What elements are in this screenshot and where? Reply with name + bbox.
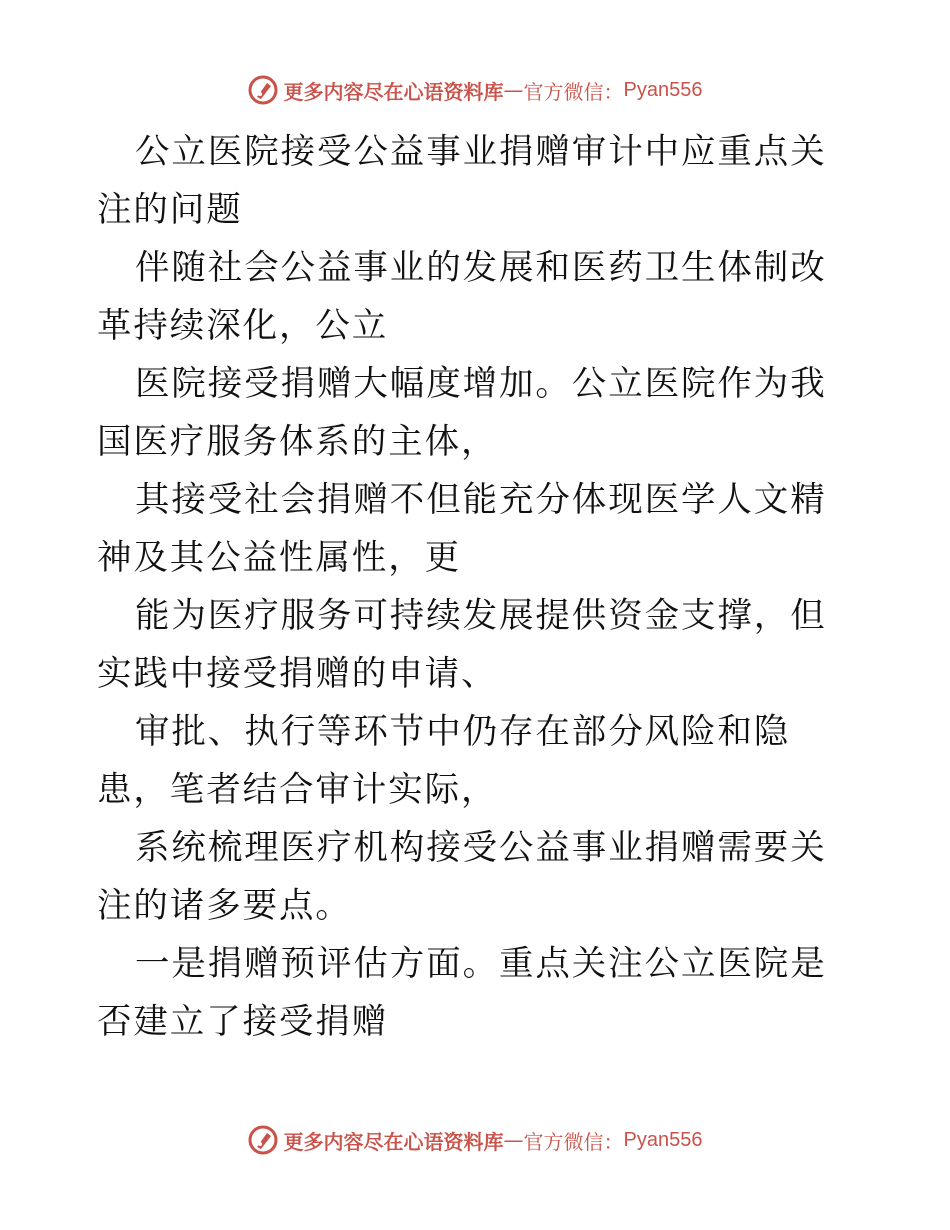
header-banner: [0, 72, 950, 108]
header-wechat-label: 官方微信：: [523, 79, 624, 104]
header-separator: —: [503, 78, 524, 102]
document-body: [97, 123, 852, 1051]
footer-separator: —: [503, 1128, 524, 1152]
paragraph-6: 系统梳理医疗机构接受公益事业捐赠需要关注的诸多要点。: [97, 828, 827, 926]
footer-promo-text: 更多内容尽在心语资料库: [283, 1129, 504, 1154]
paragraph-3: 其接受社会捐赠不但能充分体现医学人文精神及其公益性属性，更: [97, 480, 827, 578]
footer-wechat-id: Pyan556: [623, 1128, 703, 1151]
paragraph-5: 审批、执行等环节中仍存在部分风险和隐患，笔者结合审计实际，: [97, 712, 791, 810]
header-wechat-id: Pyan556: [623, 78, 703, 101]
paragraph-4: 能为医疗服务可持续发展提供资金支撑，但实践中接受捐赠的申请、: [97, 596, 827, 694]
footer-wechat-label: 官方微信：: [523, 1129, 624, 1154]
paragraph-1: 伴随社会公益事业的发展和医药卫生体制改革持续深化，公立: [97, 248, 827, 346]
pen-nib-icon: [248, 75, 278, 105]
paragraph-2: 医院接受捐赠大幅度增加。公立医院作为我国医疗服务体系的主体，: [97, 364, 827, 462]
document-title: 公立医院接受公益事业捐赠审计中应重点关注的问题: [97, 132, 827, 230]
paragraph-7: 一是捐赠预评估方面。重点关注公立医院是否建立了接受捐赠: [97, 944, 827, 1042]
pen-nib-icon: [248, 1125, 278, 1155]
header-promo-text: 更多内容尽在心语资料库: [283, 79, 504, 104]
footer-banner: [0, 1122, 950, 1158]
